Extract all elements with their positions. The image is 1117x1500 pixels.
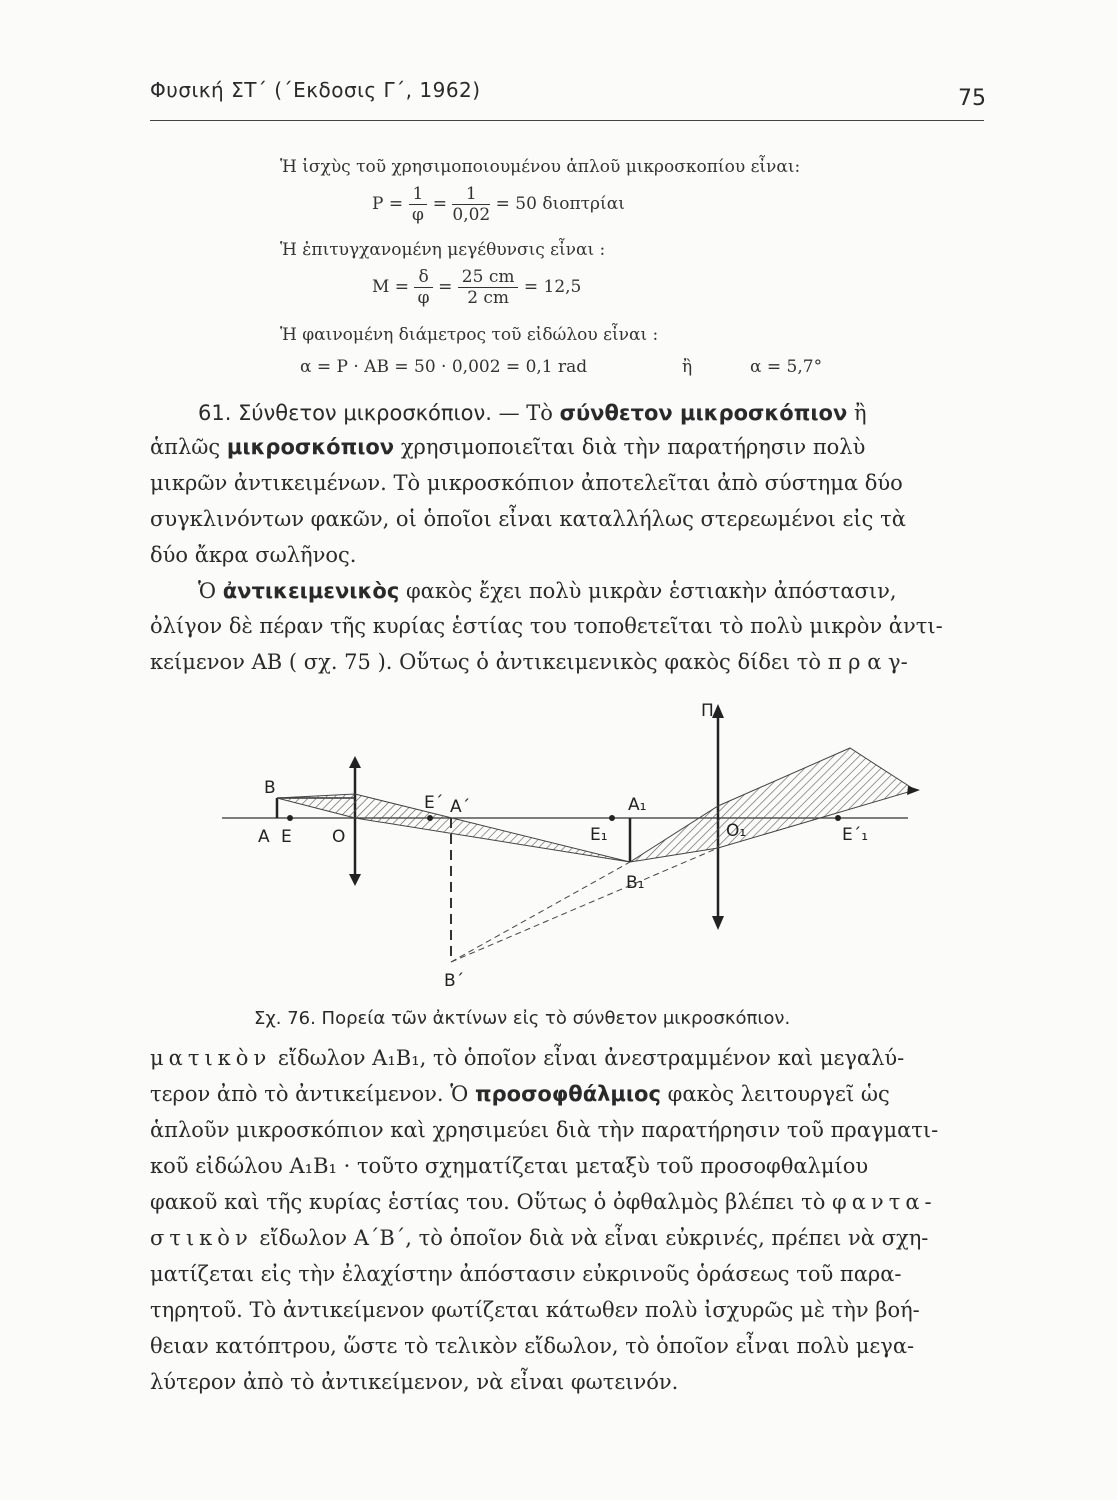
section-heading-line: 61. Σύνθετον μικροσκόπιον. — Τὸ σύνθετον μικροσκόπιον ἢ xyxy=(198,401,867,425)
paragraph-line: συγκλινόντων φακῶν, οἱ ὁποῖοι εἶναι καταλλήλως στερεωμένοι εἰς τὰ xyxy=(150,507,906,531)
section-number: 61. xyxy=(198,401,232,425)
label-a: A xyxy=(258,827,270,847)
paragraph-line: φακοῦ καὶ τῆς κυρίας ἑστίας του. Οὕτως ὁ ὀφθαλμὸς βλέπει τὸ φαντα- xyxy=(150,1190,937,1214)
label-b1: B₁ xyxy=(626,873,645,893)
power-equation: P = $\frac{1}{\varphi}$ = $\frac{1}{0,02}$ = 50 διοπτρίαι xyxy=(372,184,625,225)
diameter-degrees: α = 5,7° xyxy=(750,357,823,377)
label-e: E xyxy=(281,827,292,847)
label-b-prime: B΄ xyxy=(444,971,465,991)
label-e1: E₁ xyxy=(590,825,608,845)
focus-e1-prime xyxy=(835,815,841,821)
focus-e-prime xyxy=(427,815,433,821)
paragraph-line: στικὸν εἴδωλον A΄B΄, τὸ ὁποῖον διὰ νὰ εἶναι εὐκρινές, πρέπει νὰ σχη- xyxy=(150,1226,929,1250)
virtual-ray-1 xyxy=(451,862,630,962)
section-title: Σύνθετον μικροσκόπιον. xyxy=(238,401,492,425)
paragraph-line: τερον ἀπὸ τὸ ἀντικείμενον. Ὁ προσοφθάλμιος φακὸς λειτουργεῖ ὡς xyxy=(150,1082,890,1106)
objective-lens-top-arrow xyxy=(349,756,361,768)
paragraph-line: λύτερον ἀπὸ τὸ ἀντικείμενον, νὰ εἶναι φωτεινόν. xyxy=(150,1370,679,1394)
label-e-prime: E΄ xyxy=(424,793,444,813)
paragraph-line: ὀλίγον δὲ πέραν τῆς κυρίας ἑστίας του τοποθετεῖται τὸ πολὺ μικρὸν ἀντι- xyxy=(150,614,943,638)
magnification-intro: Ἡ ἐπιτυγχανομένη μεγέθυνσις εἶναι : xyxy=(280,240,606,260)
paragraph-line: ματίζεται εἰς τὴν ἐλαχίστην ἀπόστασιν εὐκρινοῦς ὁράσεως τοῦ παρα- xyxy=(150,1262,902,1286)
label-b: B xyxy=(264,778,276,798)
label-o: O xyxy=(332,827,346,847)
paragraph-line: κοῦ εἰδώλου A₁B₁ · τοῦτο σχηματίζεται μεταξὺ τοῦ προσοφθαλμίου xyxy=(150,1154,869,1178)
power-intro: Ἡ ἰσχὺς τοῦ χρησιμοποιουμένου ἁπλοῦ μικροσκοπίου εἶναι: xyxy=(280,157,801,177)
paragraph-line: μικρῶν ἀντικειμένων. Τὸ μικροσκόπιον ἀποτελεῖται ἀπὸ σύστημα δύο xyxy=(150,471,903,495)
paragraph-line: Ὁ ἀντικειμενικὸς φακὸς ἔχει πολὺ μικρὰν ἑστιακὴν ἀπόστασιν, xyxy=(198,579,897,603)
page-number: 75 xyxy=(958,86,986,111)
paragraph-line: δύο ἄκρα σωλῆνος. xyxy=(150,543,357,567)
beam-arrow xyxy=(907,786,920,795)
diameter-intro: Ἡ φαινομένη διάμετρος τοῦ εἰδώλου εἶναι : xyxy=(280,325,659,345)
paragraph-line: θειαν κατόπτρου, ὥστε τὸ τελικὸν εἴδωλον, τὸ ὁποῖον εἶναι πολὺ μεγα- xyxy=(150,1334,915,1358)
running-title: Φυσική ΣΤ΄ (΄Εκδοσις Γ΄, 1962) xyxy=(150,78,481,102)
label-a-prime: A΄ xyxy=(450,797,471,817)
magnification-equation: M = $\frac{\delta}{\varphi}$ = $\frac{25 cm}{2 cm}$ = 12,5 xyxy=(372,267,582,308)
virtual-ray-2 xyxy=(451,848,718,962)
label-o1: O₁ xyxy=(726,821,747,841)
figure-caption: Σχ. 76. Πορεία τῶν ἀκτίνων εἰς τὸ σύνθετον μικροσκόπιον. xyxy=(254,1008,791,1029)
label-a1: A₁ xyxy=(628,795,647,815)
microscope-diagram xyxy=(0,690,1117,1010)
diameter-or: ἢ xyxy=(682,357,693,377)
focus-e xyxy=(287,815,293,821)
paragraph-line: τηρητοῦ. Τὸ ἀντικείμενον φωτίζεται κάτωθεν πολὺ ἰσχυρῶς μὲ τὴν βοή- xyxy=(150,1298,920,1322)
diameter-formula: α = P · AB = 50 · 0,002 = 0,1 rad xyxy=(300,357,588,377)
eyepiece-beam xyxy=(630,748,915,862)
eyepiece-lens-top-arrow xyxy=(712,704,724,718)
paragraph-line: κείμενον AB ( σχ. 75 ). Οὕτως ὁ ἀντικειμενικὸς φακὸς δίδει τὸ π ρ α γ- xyxy=(150,650,908,674)
header-rule xyxy=(150,120,984,121)
focus-e1 xyxy=(609,815,615,821)
label-pi: Π xyxy=(701,701,714,721)
objective-lens-bottom-arrow xyxy=(349,874,361,886)
label-e1-prime: E΄₁ xyxy=(842,825,869,845)
paragraph-line: ματικὸν εἴδωλον A₁B₁, τὸ ὁποῖον εἶναι ἀνεστραμμένον καὶ μεγαλύ- xyxy=(150,1046,905,1070)
paragraph-line: ἁπλῶς μικροσκόπιον χρησιμοποιεῖται διὰ τὴν παρατήρησιν πολὺ xyxy=(150,435,866,459)
paragraph-line: ἁπλοῦν μικροσκόπιον καὶ χρησιμεύει διὰ τὴν παρατήρησιν τοῦ πραγματι- xyxy=(150,1118,939,1142)
eyepiece-lens-bottom-arrow xyxy=(712,916,724,930)
